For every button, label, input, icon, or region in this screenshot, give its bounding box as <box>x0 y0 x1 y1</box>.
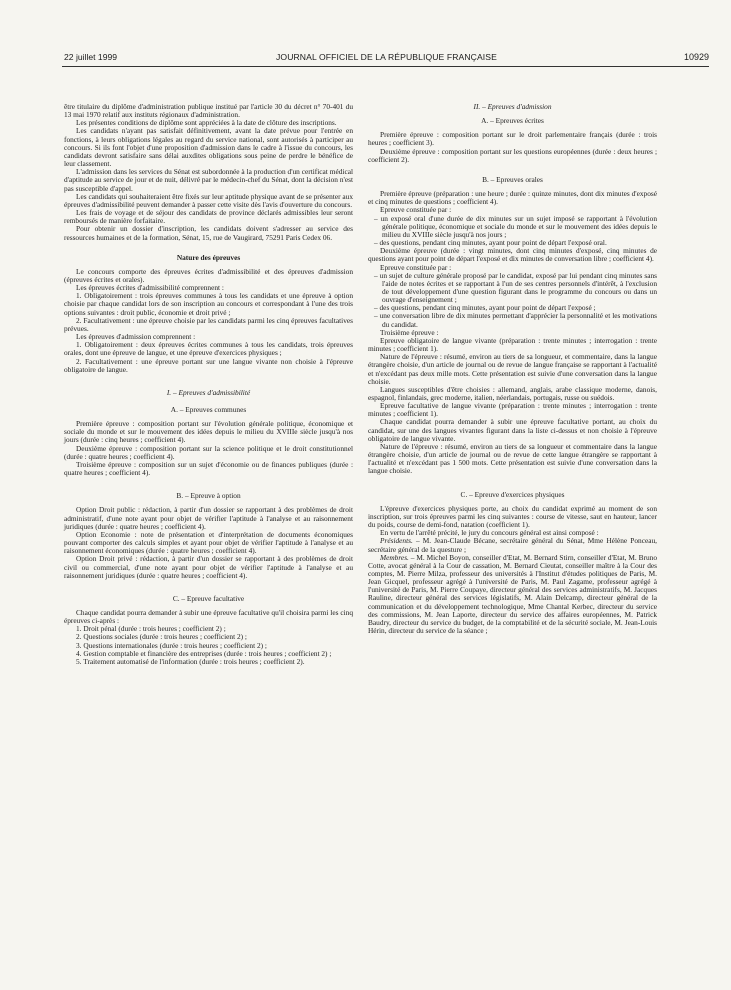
section-heading: Nature des épreuves <box>176 252 241 262</box>
paragraph: Deuxième épreuve (durée : vingt minutes, dont cinq minutes d'exposé, cinq minutes de questions ayant pour point de départ l'exposé et dix minutes de conversation libre ; coefficient 4). <box>368 246 657 264</box>
paragraph: Troisième épreuve : <box>380 327 439 337</box>
page-header <box>64 52 709 66</box>
paragraph: 2. Facultativement : une épreuve portant sur une langue vivante non choisie à l'épreuve obligatoire de langue. <box>64 356 353 374</box>
subsection-heading: B. – Epreuves orales <box>482 174 543 184</box>
list-item: 3. Questions internationales (durée : trois heures ; coefficient 2) ; <box>76 640 267 650</box>
paragraph: Les épreuves d'admission comprennent : <box>76 332 196 342</box>
paragraph: Les épreuves écrites d'admissibilité comprennent : <box>76 283 224 293</box>
dash-item: – un exposé oral d'une durée de dix minutes sur un sujet imposé se rapportant à l'évolution générale politique, économique et sociale du monde et sur le mouvement des idées depuis le milieu du XVIIIe siècle jusqu'à nos jours ; <box>374 213 657 239</box>
header-rule <box>62 66 709 67</box>
presidents-label: Présidents. <box>380 536 413 546</box>
paragraph: Epreuve facultative de langue vivante (préparation : trente minutes ; interrogation : trente minutes ; coefficient 1). <box>368 401 657 419</box>
paragraph: En vertu de l'arrêté précité, le jury du concours général est ainsi composé : <box>380 528 599 538</box>
jury-presidents <box>368 537 657 553</box>
paragraph: Langues susceptibles d'être choisies : allemand, anglais, arabe classique moderne, danois, espagnol, finlandais, grec moderne, italien, néerlandais, portugais, russe ou suédois. <box>368 384 657 402</box>
paragraph: Option Droit public : rédaction, à partir d'un dossier se rapportant à des problèmes de droit administratif, d'une note ayant pour objet de vérifier l'aptitude à l'analyse et au raisonnement juridiques (durée : quatre heures ; coefficient 4). <box>64 505 353 531</box>
dash-item: – des questions, pendant cinq minutes, ayant pour point de départ l'exposé ; <box>374 303 596 313</box>
paragraph: Les candidats n'ayant pas satisfait définitivement, avant la date prévue pour l'entrée en fonctions, à leurs obligations légales au regard du service national, sont autorisés à participer au concours. Si ils font l'objet d'une proposition d'admission dans le cadre à l'issue du concours, les candidats devront satisfaire sans délai auxdites obligations sous peine de perdre le bénéfice de leur classement. <box>64 126 353 169</box>
paragraph: L'admission dans les services du Sénat est subordonnée à la production d'un certificat médical d'aptitude au service de jour et de nuit, délivré par le médecin-chef du Sénat, dont la décision n'est pas susceptible d'appel. <box>64 167 353 193</box>
right-column <box>368 103 657 635</box>
list-item: 4. Gestion comptable et financière des entreprises (durée : trois heures ; coefficient 2) ; <box>76 648 332 658</box>
paragraph: Deuxième épreuve : composition portant sur la science politique et le droit constitutionnel (durée : quatre heures ; coefficient 4). <box>64 443 353 461</box>
left-column <box>64 103 353 666</box>
paragraph: Pour obtenir un dossier d'inscription, les candidats doivent s'adresser au service des ressources humaines et de la formation, Sénat, 15, rue de Vaugirard, 75291 Paris Cedex 06. <box>64 224 353 242</box>
paragraph: Première épreuve : composition portant sur le droit parlementaire français (durée : trois heures ; coefficient 3). <box>368 130 657 148</box>
dash-item: – des questions, pendant cinq minutes, ayant pour point de départ l'exposé oral. <box>374 238 607 248</box>
paragraph: Troisième épreuve : composition sur un sujet d'économie ou de finances publiques (durée : quatre heures ; coefficient 4). <box>64 459 353 478</box>
subsection-heading: A. – Epreuves écrites <box>481 116 544 126</box>
members-label: Membres. <box>380 552 409 562</box>
paragraph: Nature de l'épreuve : résumé, environ au tiers de sa longueur et commentaire dans la langue étrangère choisie, d'un article de journal ou de revue de cette langue étrangère se rapportant à l'actualité et n'excédant pas 1 500 mots. Cette présentation est suivie d'une conversation dans la langue choisie. <box>368 441 657 476</box>
dash-item: – un sujet de culture générale proposé par le candidat, exposé par lui pendant cinq minutes sans l'aide de notes écrites et se rapportant à l'un de ses centres personnels d'intérêt, à l'exclusion de tout développement d'une question figurant dans le programme du concours ou dans un ouvrage d'enseignement ; <box>374 270 657 305</box>
paragraph: Les candidats qui souhaiteraient être fixés sur leur aptitude physique avant de se présenter aux épreuves d'admissibilité peuvent demander à passer cette visite dès l'avis d'ouverture du concours. <box>64 191 353 209</box>
jury-members <box>368 554 657 636</box>
paragraph: L'épreuve d'exercices physiques porte, au choix du candidat exprimé au moment de son inscription, sur trois épreuves parmi les cinq suivantes : course de vitesse, saut en hauteur, lancer du poids, course de demi-fond, natation (coefficient 1). <box>368 503 657 530</box>
header-journal-title: JOURNAL OFFICIEL DE LA RÉPUBLIQUE FRANÇAISE <box>276 52 497 62</box>
list-item: 2. Questions sociales (durée : trois heures ; coefficient 2) ; <box>76 632 247 642</box>
paragraph: Les frais de voyage et de séjour des candidats de province déclarés admissibles leur seront remboursés de manière forfaitaire. <box>64 208 353 226</box>
presidents-text: – M. Jean-Claude Bécane, secrétaire général du Sénat, Mme Hélène Ponceau, secrétaire général de la questure ; <box>368 536 657 554</box>
paragraph: Première épreuve : composition portant sur l'évolution générale politique, économique et sociale du monde et sur le mouvement des idées depuis le milieu du XVIIIe siècle jusqu'à nos jours (durée : cinq heures ; coefficient 4). <box>64 419 353 445</box>
paragraph: Epreuve obligatoire de langue vivante (préparation : trente minutes ; interrogation : trente minutes ; coefficient 1). <box>368 335 657 354</box>
paragraph: Option Droit privé : rédaction, à partir d'un dossier se rapportant à des problèmes de droit civil ou commercial, d'une note ayant pour objet de vérifier l'aptitude à l'analyse et au raisonnement juridiques (durée : quatre heures ; coefficient 4). <box>64 554 353 580</box>
paragraph: Les présentes conditions de diplôme sont appréciées à la date de clôture des inscriptions. <box>76 118 337 128</box>
paragraph: 1. Obligatoirement : deux épreuves écrites communes à tous les candidats, trois épreuves orales, dont une épreuve de langue, et une épreuve d'exercices physiques ; <box>64 340 353 358</box>
header-date: 22 juillet 1999 <box>64 52 118 62</box>
subsection-heading: A. – Epreuves communes <box>170 405 247 414</box>
paragraph: Chaque candidat pourra demander à subir une épreuve facultative portant, au choix du candidat, sur une des langues vivantes figurant dans la liste ci-dessus et non choisie à l'épreuve obligatoire de langue vivante. <box>368 417 657 443</box>
subsection-heading: C. – Epreuve d'exercices physiques <box>460 489 565 499</box>
paragraph: Première épreuve (préparation : une heure ; durée : quinze minutes, dont dix minutes d'exposé et cinq minutes de questions ; coefficient 4). <box>368 189 657 207</box>
paragraph: Option Economie : note de présentation et d'interprétation de documents économiques pouvant comporter des calculs simples et ayant pour objet de vérifier l'aptitude à l'analyse et au raisonnement économiques (durée : quatre heures ; coefficient 4). <box>64 529 353 556</box>
paragraph: 2. Facultativement : une épreuve choisie par les candidats parmi les cinq épreuves facultatives prévues. <box>64 315 353 333</box>
paragraph: Chaque candidat pourra demander à subir une épreuve facultative qu'il choisira parmi les cinq épreuves ci-après : <box>64 607 353 626</box>
subsection-heading: B. – Epreuve à option <box>176 491 241 501</box>
header-page-number: 10929 <box>683 52 709 62</box>
section-heading: I. – Epreuves d'admissibilité <box>166 387 251 397</box>
paragraph: être titulaire du diplôme d'administration publique institué par l'article 30 du décret n° 70-401 du 13 mai 1970 relatif aux instituts régionaux d'administration. <box>64 102 353 120</box>
members-text: – M. Michel Boyon, conseiller d'Etat, M. Bernard Stirn, conseiller d'Etat, M. Bruno Cotte, avocat général à la Cour de cassation, M. Bernard Cieutat, conseiller maître à la Cour des comptes, M. Pierre Milza, professeur des universités à l'Institut d'études politiques de Paris, M. Jean Gicquel, professeur agrégé à l'université de Paris, M. Paul Zagame, professeur agrégé à l'université de Paris, M. Pierre Coupaye, directeur général des services administratifs, M. Jacques Rauline, directeur général des services législatifs, M. Alain Delcamp, directeur général de la communication et du développement technologique, Mme Chantal Kerbec, directeur du service des commissions, M. Jean Laporte, directeur du service des affaires européennes, M. Patrick Baudry, directeur du service du budget, de la comptabilité et de la sécurité sociale, M. Jean-Louis Hérin, directeur du service de la séance ; <box>368 552 657 636</box>
dash-item: – une conversation libre de dix minutes permettant d'apprécier la personnalité et les motivations du candidat. <box>374 311 657 329</box>
subsection-heading: C. – Epreuve facultative <box>172 593 245 603</box>
section-heading: II. – Epreuves d'admission <box>473 102 552 111</box>
paragraph: Epreuve constituée par : <box>380 262 452 272</box>
paragraph: Nature de l'épreuve : résumé, environ au tiers de sa longueur, et commentaire, dans la langue étrangère choisie, d'un article de journal ou de revue de langue française se rapportant à l'actualité et n'excédant pas deux mille mots. Cette présentation est suivie d'une conversation dans la langue choisie. <box>368 352 657 386</box>
paragraph: Deuxième épreuve : composition portant sur les questions européennes (durée : deux heures ; coefficient 2). <box>368 146 657 164</box>
paragraph: 1. Obligatoirement : trois épreuves communes à tous les candidats et une épreuve à option choisie par chaque candidat lors de son inscription au concours et correspondant à l'une des trois options suivantes : droit public, économie et droit privé ; <box>64 291 353 317</box>
list-item: 1. Droit pénal (durée : trois heures ; coefficient 2) ; <box>76 624 226 634</box>
paragraph: Le concours comporte des épreuves écrites d'admissibilité et des épreuves d'admission (épreuves écrites et orales). <box>64 266 353 284</box>
list-item: 5. Traitement automatisé de l'information (durée : trois heures ; coefficient 2). <box>76 656 305 666</box>
paragraph: Epreuve constituée par : <box>380 205 452 215</box>
